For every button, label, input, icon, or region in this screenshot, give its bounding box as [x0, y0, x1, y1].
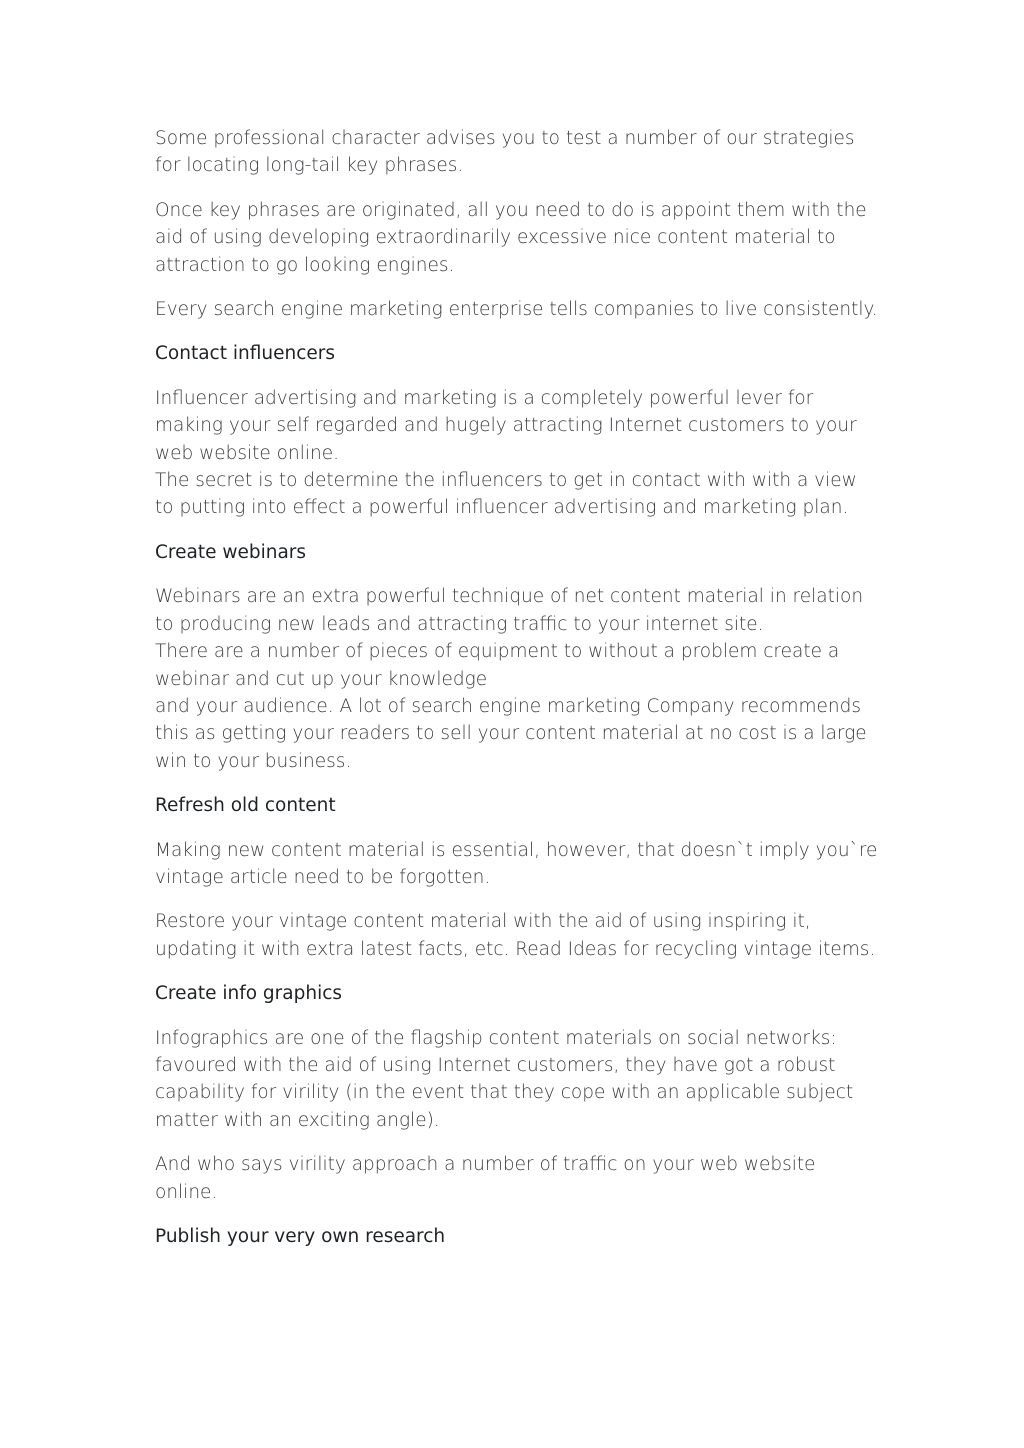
paragraph-infographics: Infographics are one of the flagship content materials on social networks: favoured with the aid of using Internet customers, they have got a robust capability for virility (in the event that they cope with an applicable subject matter with an exciting angle).	[155, 1027, 854, 1131]
heading-contact-influencers: Contact influencers	[155, 343, 336, 365]
heading-refresh-old-content: Refresh old content	[155, 795, 336, 817]
paragraph-consistency: Every search engine marketing enterprise tells companies to live consistently.	[155, 299, 878, 321]
paragraph-webinars	[155, 583, 880, 775]
heading-create-info-graphics: Create info graphics	[155, 983, 343, 1005]
document-body	[155, 125, 880, 1267]
heading-publish-research: Publish your very own research	[155, 1226, 446, 1247]
paragraph-virility-traffic: And who says virility approach a number of traffic on your web website online.	[155, 1154, 816, 1203]
paragraph-webinars-audience: and your audience. A lot of search engine marketing Company recommends this as getting your readers to sell your content material at no cost is a large win to your business.	[155, 695, 867, 772]
paragraph-new-content: Making new content material is essential, however, that doesn`t imply you`re vintage article need to be forgotten.	[155, 839, 878, 888]
heading-create-webinars: Create webinars	[155, 541, 307, 563]
paragraph-key-phrases: Once key phrases are originated, all you need to do is appoint them with the aid of using developing extraordinarily excessive nice content material to attraction to go looking engines.	[155, 199, 867, 276]
paragraph-influencer-plan: The secret is to determine the influencers to get in contact with with a view to putting into effect a powerful influencer advertising and marketing plan.	[155, 470, 857, 519]
paragraph-influencer-lever: Influencer advertising and marketing is a completely powerful lever for making your self regarded and hugely attracting Internet customers to your web website online.	[155, 387, 857, 464]
paragraph-webinars-equipment: There are a number of pieces of equipment to without a problem create a webinar and cut up your knowledge	[155, 641, 840, 690]
paragraph-long-tail-strategies: Some professional character advises you to test a number of our strategies for locating long-tail key phrases.	[155, 128, 855, 177]
paragraph-influencer-advertising	[155, 385, 880, 522]
paragraph-restore-content: Restore your vintage content material with the aid of using inspiring it, updating it with extra latest facts, etc. Read Ideas for recycling vintage items.	[155, 911, 876, 960]
paragraph-webinars-leads: Webinars are an extra powerful technique of net content material in relation to producing new leads and attracting traffic to your internet site.	[155, 586, 864, 635]
